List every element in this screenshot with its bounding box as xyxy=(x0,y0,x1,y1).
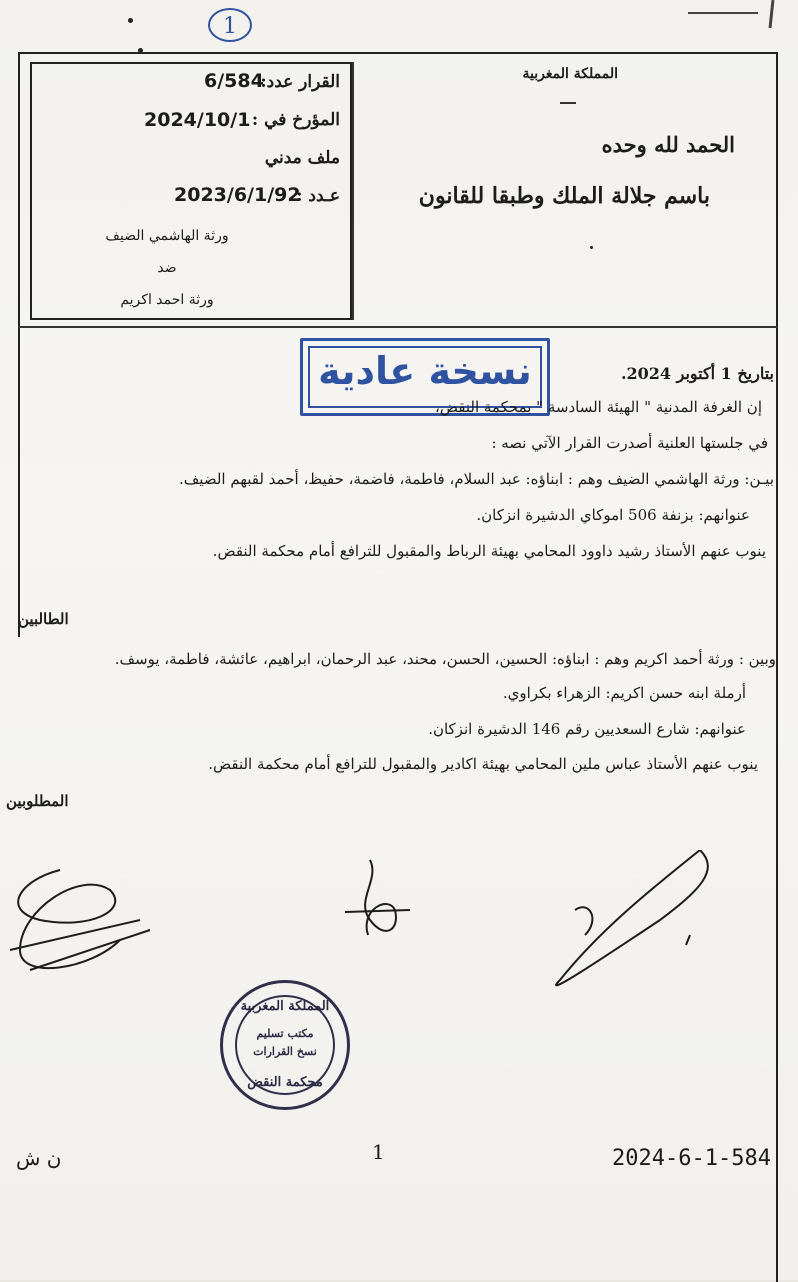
respondents-label: المطلوبين xyxy=(6,792,69,810)
versus-label: ضد xyxy=(157,260,177,276)
footer-initials: ن ش xyxy=(16,1146,62,1170)
seal-outer-text: المملكة المغربية xyxy=(240,999,330,1014)
seal-bottom-text: محكمة النقض xyxy=(247,1075,323,1090)
kingdom-heading: المملكة المغربية xyxy=(522,66,618,82)
address-line-1: عنوانهم: بزنفة 506 اموكاي الدشيرة انزكان. xyxy=(476,506,750,524)
page-marker-circled: 1 xyxy=(208,8,252,42)
decision-date-value: 2024/10/1 xyxy=(144,109,251,131)
decision-number-label: القرار عدد: xyxy=(260,72,340,92)
signature-left xyxy=(10,870,150,970)
stamp-text: نسخة عادية xyxy=(318,349,532,393)
basmala: الحمد لله وحده xyxy=(601,132,735,157)
header-separator xyxy=(352,62,354,320)
frame-left-line xyxy=(18,52,20,637)
file-number-value: 2023/6/1/92 xyxy=(174,184,301,206)
footer-reference: 2024-6-1-584 xyxy=(612,1146,771,1171)
royal-formula: باسم جلالة الملك وطبقا للقانون xyxy=(418,183,710,209)
address-line-2: عنوانهم: شارع السعديين رقم 146 الدشيرة انزكان. xyxy=(428,720,746,738)
decision-number-value: 6/584 xyxy=(204,70,264,92)
party-respondents: ورثة احمد اكريم xyxy=(120,292,214,308)
footer-page-number: 1 xyxy=(372,1140,385,1164)
date-line: بتاريخ 1 أكتوبر 2024. xyxy=(620,364,774,383)
top-edge-mark xyxy=(688,12,758,14)
widow-line: أرملة ابنه حسن اكريم: الزهراء بكراوي. xyxy=(502,684,746,702)
appellants-label: الطالبين xyxy=(18,610,69,628)
lawyer-line-2: ينوب عنهم الأستاذ عباس ملين المحامي بهيئة اكادير والمقبول للترافع أمام محكمة النقض. xyxy=(208,755,758,773)
seal-inner-line-1: مكتب تسليم xyxy=(256,1027,314,1040)
signatures xyxy=(0,850,798,1010)
signature-middle xyxy=(345,860,410,935)
decision-info-box xyxy=(30,62,352,320)
signature-right xyxy=(556,850,708,985)
and-between-line: وبين : ورثة أحمد اكريم وهم : ابناؤه: الحسين، الحسن، محند، عبد الرحمان، ابراهيم، عائشة، فاطمة، يوسف. xyxy=(114,650,776,668)
lawyer-line-1: ينوب عنهم الأستاذ رشيد داوود المحامي بهيئة الرباط والمقبول للترافع أمام محكمة النقض. xyxy=(212,542,766,560)
chamber-line: إن الغرفة المدنية " الهيئة السادسة " بمحكمة النقض، xyxy=(435,398,762,416)
ink-dot xyxy=(590,246,593,249)
decision-date-label: المؤرخ في : xyxy=(251,110,340,130)
file-number-label: عـدد : xyxy=(296,186,340,206)
header-bottom-line xyxy=(18,326,778,328)
frame-top-line xyxy=(18,52,778,54)
file-type: ملف مدني xyxy=(264,148,340,168)
heading-dash xyxy=(560,102,576,104)
top-edge-tick xyxy=(769,0,775,28)
between-line: بيـن: ورثة الهاشمي الضيف وهم : ابناؤه: عبد السلام، فاطمة، فاضمة، حفيظ، أحمد لقبهم الضيف. xyxy=(179,470,774,488)
seal-inner-line-2: نسخ القرارات xyxy=(253,1045,317,1058)
party-appellants: ورثة الهاشمي الضيف xyxy=(105,228,229,244)
session-line: في جلستها العلنية أصدرت القرار الآتي نصه : xyxy=(491,434,768,452)
ink-dot xyxy=(128,18,133,23)
frame-right-line xyxy=(776,52,778,1282)
court-seal xyxy=(220,980,350,1110)
